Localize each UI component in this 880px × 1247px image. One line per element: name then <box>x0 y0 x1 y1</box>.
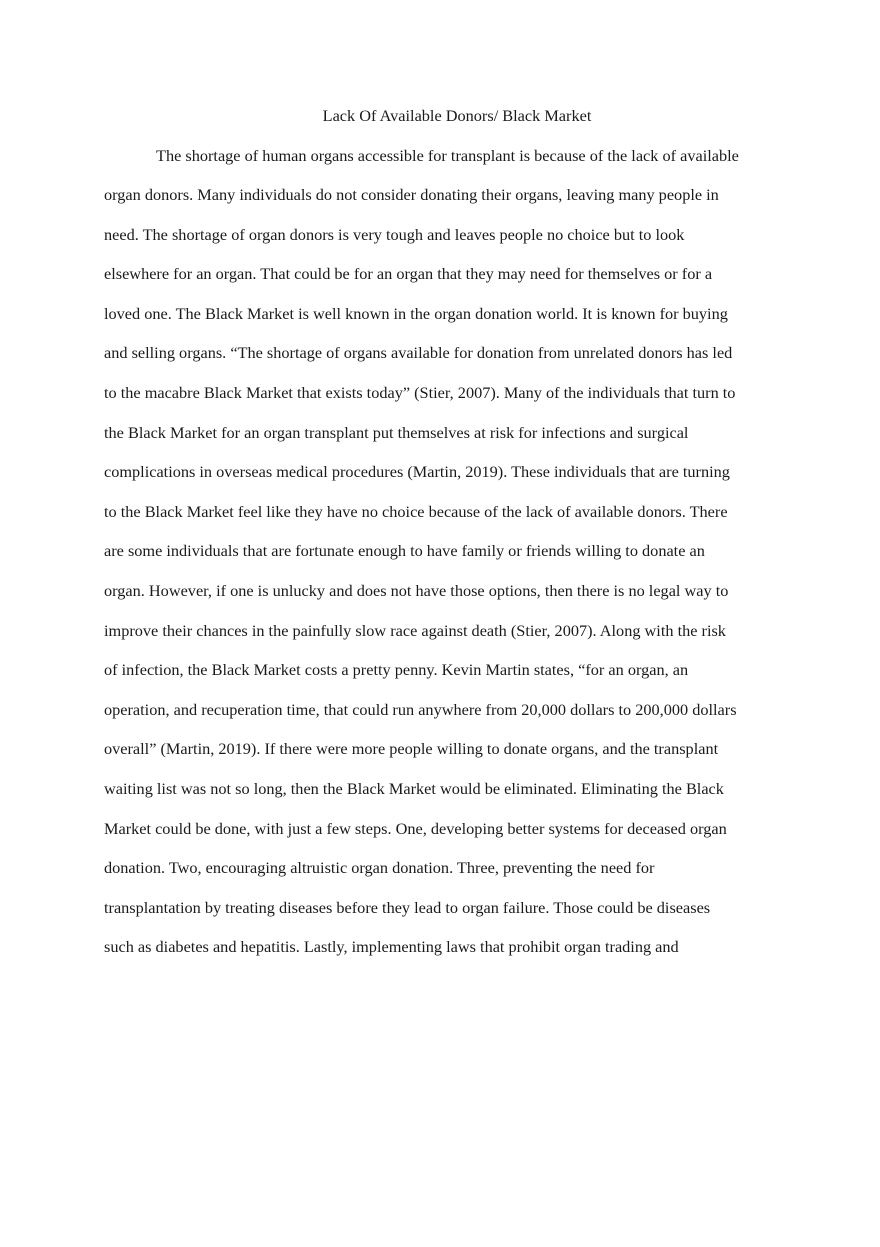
paragraph-line: need. The shortage of organ donors is very tough and leaves people no choice but to look <box>104 225 685 244</box>
paragraph-line: and selling organs. “The shortage of organs available for donation from unrelated donors has led <box>104 343 733 362</box>
paragraph-line: elsewhere for an organ. That could be for an organ that they may need for themselves or for a <box>104 264 713 283</box>
paragraph-line: to the Black Market feel like they have no choice because of the lack of available donors. There <box>104 502 728 521</box>
paragraph-line: complications in overseas medical procedures (Martin, 2019). These individuals that are turning <box>104 462 730 481</box>
paragraph-line: donation. Two, encouraging altruistic organ donation. Three, preventing the need for <box>104 858 655 877</box>
paragraph-line: waiting list was not so long, then the Black Market would be eliminated. Eliminating the Black <box>104 779 724 798</box>
paragraph-line: of infection, the Black Market costs a pretty penny. Kevin Martin states, “for an organ, an <box>104 660 689 679</box>
paragraph-line: to the macabre Black Market that exists today” (Stier, 2007). Many of the individuals that turn to <box>104 383 736 402</box>
paragraph-line: Market could be done, with just a few steps. One, developing better systems for deceased organ <box>104 819 727 838</box>
paragraph-line: are some individuals that are fortunate enough to have family or friends willing to donate an <box>104 541 705 560</box>
paragraph-line: improve their chances in the painfully slow race against death (Stier, 2007). Along with the risk <box>104 621 726 640</box>
paragraph-line: The shortage of human organs accessible for transplant is because of the lack of available <box>156 146 739 165</box>
paragraph-line: transplantation by treating diseases before they lead to organ failure. Those could be diseases <box>104 898 711 917</box>
paragraph-line: such as diabetes and hepatitis. Lastly, implementing laws that prohibit organ trading and <box>104 937 679 956</box>
document-title: Lack Of Available Donors/ Black Market <box>322 106 592 125</box>
paragraph-line: operation, and recuperation time, that could run anywhere from 20,000 dollars to 200,000 dollars <box>104 700 737 719</box>
paragraph-line: organ. However, if one is unlucky and does not have those options, then there is no legal way to <box>104 581 729 600</box>
paragraph-line: the Black Market for an organ transplant put themselves at risk for infections and surgical <box>104 423 689 442</box>
paragraph-line: loved one. The Black Market is well known in the organ donation world. It is known for buying <box>104 304 728 323</box>
paragraph-line: overall” (Martin, 2019). If there were more people willing to donate organs, and the transplant <box>104 739 719 758</box>
paragraph-line: organ donors. Many individuals do not consider donating their organs, leaving many people in <box>104 185 719 204</box>
